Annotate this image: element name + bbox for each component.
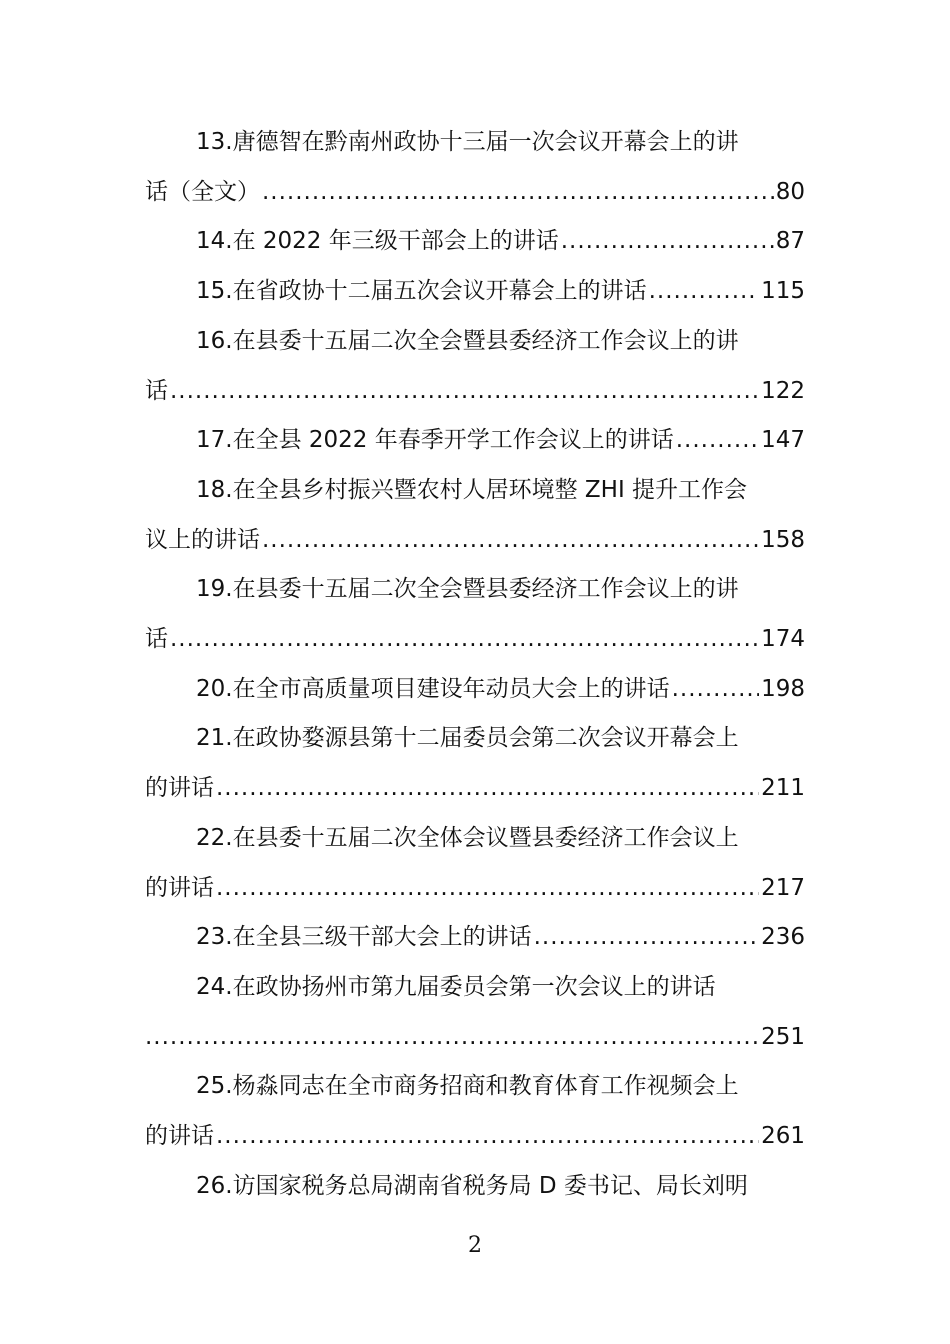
toc-entry-title: 18.在全县乡村振兴暨农村人居环境整 ZHI 提升工作会	[196, 476, 748, 503]
toc-entry-title: 16.在县委十五届二次全会暨县委经济工作会议上的讲	[196, 327, 739, 354]
toc-entry-title: 17.在全县 2022 年春季开学工作会议上的讲话	[196, 427, 674, 454]
leader-dots	[170, 615, 759, 665]
toc-page-number: 122	[761, 377, 805, 404]
toc-page-number: 158	[761, 526, 805, 553]
toc-entry-title-cont: 话	[145, 626, 168, 653]
leader-dots	[216, 764, 759, 814]
toc-entry-continuation	[145, 615, 805, 665]
leader-dots	[676, 416, 759, 466]
leader-dots	[672, 665, 760, 715]
toc-entry-20[interactable]	[145, 665, 805, 715]
toc-entry-line	[145, 665, 805, 715]
toc-entry-13[interactable]	[145, 118, 805, 217]
page-number-footer: 2	[468, 1233, 482, 1258]
table-of-contents	[145, 118, 805, 1211]
toc-entry-14[interactable]	[145, 217, 805, 267]
toc-entry-26[interactable]	[145, 1162, 805, 1212]
toc-entry-continuation	[145, 516, 805, 566]
toc-page-number: 261	[761, 1123, 805, 1150]
toc-entry-title: 25.杨淼同志在全市商务招商和教育体育工作视频会上	[196, 1073, 739, 1100]
toc-entry-21[interactable]	[145, 714, 805, 813]
leader-dots	[262, 516, 759, 566]
toc-entry-title: 23.在全县三级干部大会上的讲话	[196, 924, 532, 951]
toc-entry-title: 26.访国家税务总局湖南省税务局 D 委书记、局长刘明	[196, 1172, 748, 1199]
leader-dots	[216, 1112, 759, 1162]
leader-dots	[170, 367, 759, 417]
toc-entry-17[interactable]	[145, 416, 805, 466]
toc-page-number: 251	[761, 1023, 805, 1050]
toc-entry-title-cont: 的讲话	[145, 874, 214, 901]
toc-entry-continuation	[145, 1112, 805, 1162]
toc-page-number: 236	[761, 924, 805, 951]
toc-entry-continuation	[145, 864, 805, 914]
toc-entry-title: 24.在政协扬州市第九届委员会第一次会议上的讲话	[196, 973, 716, 1000]
toc-entry-title: 19.在县委十五届二次全会暨县委经济工作会议上的讲	[196, 576, 739, 603]
toc-entry-22[interactable]	[145, 814, 805, 913]
toc-page-number: 198	[761, 675, 805, 702]
toc-entry-18[interactable]	[145, 466, 805, 565]
toc-entry-16[interactable]	[145, 317, 805, 416]
toc-entry-title: 20.在全市高质量项目建设年动员大会上的讲话	[196, 675, 670, 702]
toc-entry-25[interactable]	[145, 1062, 805, 1161]
leader-dots	[145, 1013, 759, 1063]
toc-entry-continuation	[145, 367, 805, 417]
leader-dots	[262, 168, 774, 218]
toc-entry-title-cont: 话	[145, 377, 168, 404]
toc-entry-title: 21.在政协婺源县第十二届委员会第二次会议开幕会上	[196, 725, 739, 752]
toc-entry-title: 22.在县委十五届二次全体会议暨县委经济工作会议上	[196, 824, 739, 851]
toc-entry-title-cont: 的讲话	[145, 1123, 214, 1150]
toc-entry-15[interactable]	[145, 267, 805, 317]
toc-entry-23[interactable]	[145, 913, 805, 963]
toc-entry-title-cont: 话（全文）	[145, 178, 260, 205]
toc-page-number: 80	[775, 178, 805, 205]
toc-entry-continuation	[145, 168, 805, 218]
toc-page-number: 147	[761, 427, 805, 454]
toc-page-number: 87	[775, 228, 805, 255]
toc-entry-line	[145, 416, 805, 466]
toc-page-number: 174	[761, 626, 805, 653]
toc-entry-line	[145, 913, 805, 963]
leader-dots	[216, 864, 759, 914]
leader-dots	[534, 913, 760, 963]
toc-entry-title: 14.在 2022 年三级干部会上的讲话	[196, 228, 559, 255]
toc-entry-title-cont: 的讲话	[145, 775, 214, 802]
toc-page-number: 211	[761, 775, 805, 802]
leader-dots	[649, 267, 760, 317]
toc-entry-19[interactable]	[145, 565, 805, 664]
toc-entry-24[interactable]	[145, 963, 805, 1062]
toc-entry-continuation	[145, 764, 805, 814]
toc-page-number: 217	[761, 874, 805, 901]
leader-dots	[561, 217, 774, 267]
toc-entry-title: 15.在省政协十二届五次会议开幕会上的讲话	[196, 278, 647, 305]
toc-entry-line	[145, 267, 805, 317]
toc-entry-continuation	[145, 1013, 805, 1063]
toc-entry-title-cont: 议上的讲话	[145, 526, 260, 553]
toc-page-number: 115	[761, 278, 805, 305]
toc-entry-title: 13.唐德智在黔南州政协十三届一次会议开幕会上的讲	[196, 129, 739, 155]
toc-entry-line	[145, 217, 805, 267]
